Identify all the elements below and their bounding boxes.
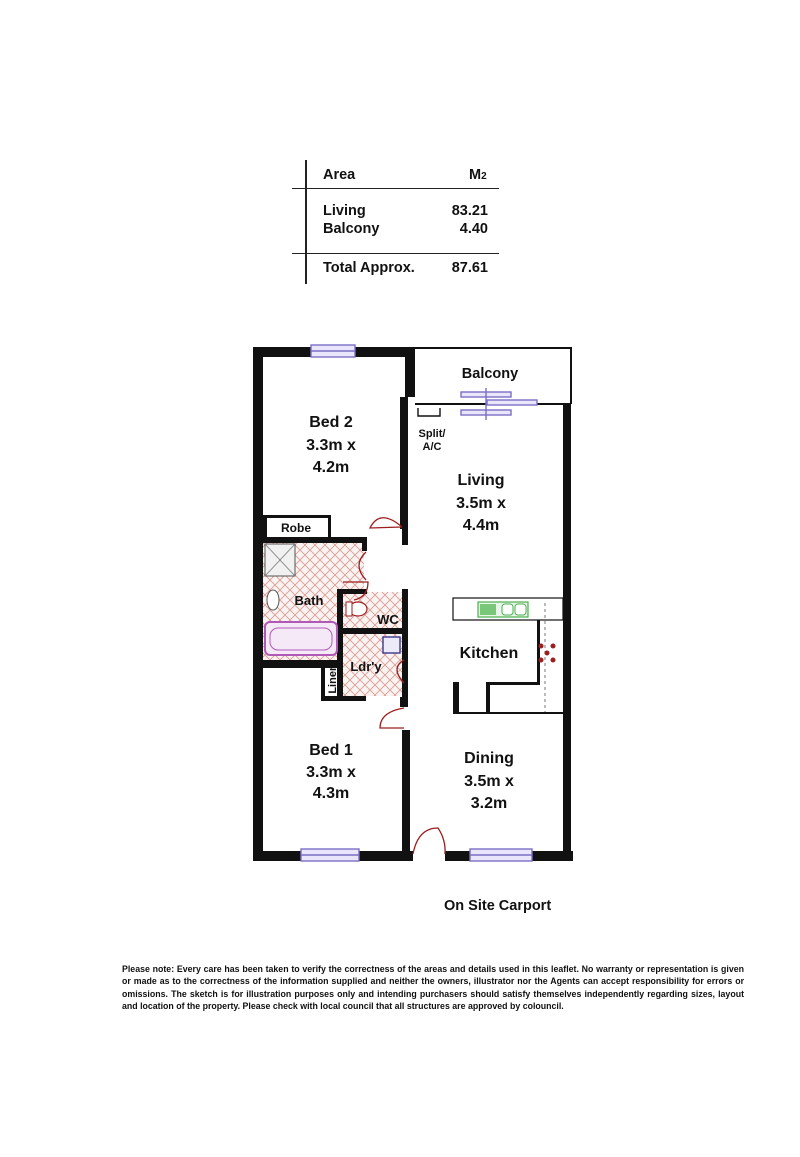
unit-header-text: M xyxy=(469,167,482,183)
label-laundry: Ldr'y xyxy=(350,659,382,674)
label-dining-dim2: 3.2m xyxy=(470,795,508,812)
label-living-dim2: 4.4m xyxy=(462,517,500,534)
label-bath: Bath xyxy=(294,593,324,608)
label-bed2-name: Bed 2 xyxy=(309,414,353,431)
label-linen: Linen xyxy=(327,664,339,694)
unit-header-sub: 2 xyxy=(481,171,487,182)
label-bed1-dim1: 3.3m x xyxy=(306,764,356,781)
label-balcony: Balcony xyxy=(461,366,519,382)
total-value: 87.61 xyxy=(451,260,488,276)
label-wc: WC xyxy=(377,612,399,627)
label-bed1-name: Bed 1 xyxy=(309,742,353,759)
label-split-ac-1: Split/ xyxy=(418,428,446,440)
label-split-ac-2: A/C xyxy=(422,441,442,453)
disclaimer: Please note: Every care has been taken to verify the correctness of the areas and details used in this leaflet. No warranty or representation is given or made as to the correctness of the information supplied and neither the owners, illustrator nor the Agents can accept responsibility for errors or omissions. The sketch is for illustration purposes only and intending purchasers should satisfy themselves independently regarding sizes, layout and location of the property. Please check with local council that all structures are approved by colouncil. xyxy=(122,964,744,1012)
area-header: Area xyxy=(323,167,356,183)
label-bed1-dim2: 4.3m xyxy=(312,785,350,802)
split-ac-unit xyxy=(418,408,440,416)
label-bed2-dim1: 3.3m x xyxy=(306,437,356,454)
row-value-living: 83.21 xyxy=(451,203,488,219)
label-living-dim1: 3.5m x xyxy=(456,495,506,512)
row-label-balcony: Balcony xyxy=(323,221,380,237)
row-value-balcony: 4.40 xyxy=(459,221,488,237)
label-dining-name: Dining xyxy=(464,750,514,767)
label-robe: Robe xyxy=(281,521,311,535)
row-label-living: Living xyxy=(323,203,366,219)
label-bed2-dim2: 4.2m xyxy=(312,459,350,476)
label-living-name: Living xyxy=(457,472,505,489)
carport-label: On Site Carport xyxy=(444,898,552,914)
label-kitchen: Kitchen xyxy=(459,645,519,662)
total-label: Total Approx. xyxy=(323,260,415,276)
label-dining-dim1: 3.5m x xyxy=(464,773,514,790)
